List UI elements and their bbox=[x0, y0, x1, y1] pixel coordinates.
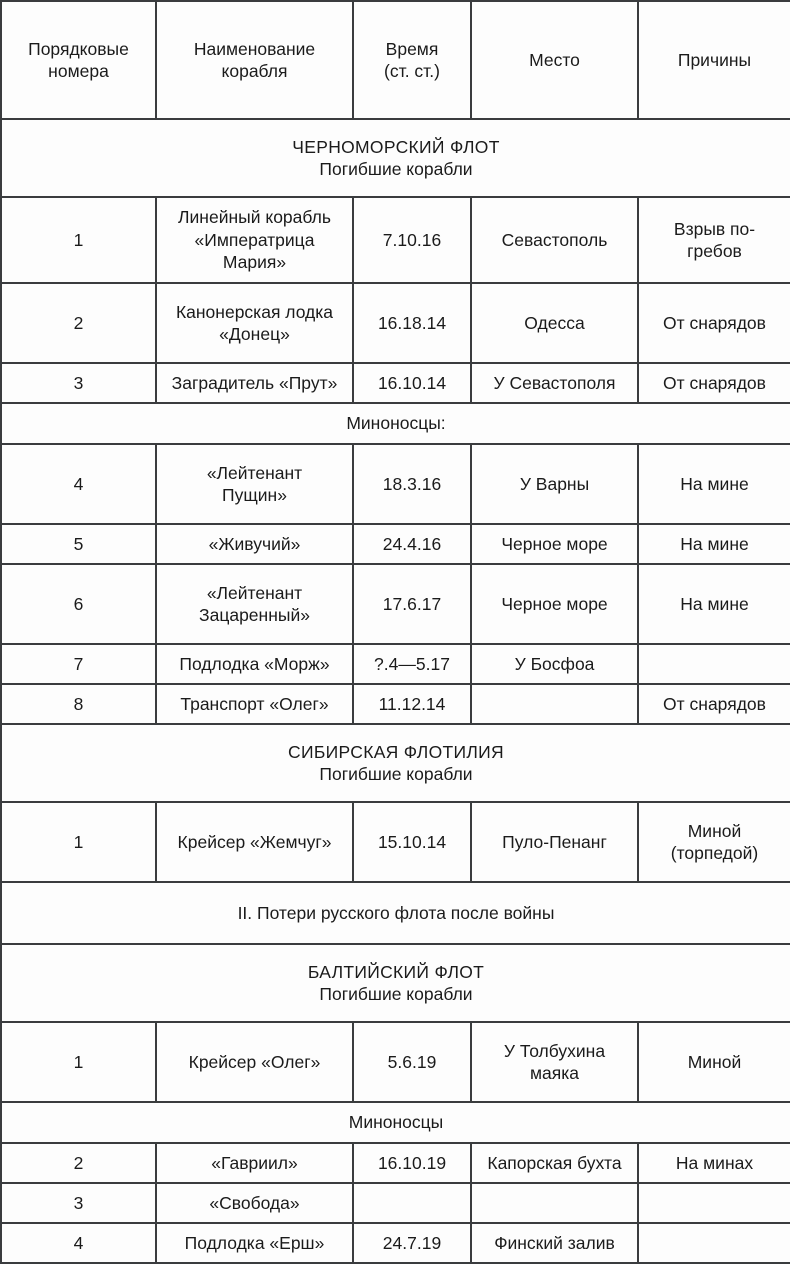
cell-cause bbox=[638, 1223, 790, 1263]
cell-ordinal: 7 bbox=[1, 644, 156, 684]
cell-ship-line2: Пущин» bbox=[222, 485, 287, 505]
cell-ship-line2: «Императрица bbox=[194, 229, 315, 250]
cell-ship-line3: Мария» bbox=[222, 252, 287, 273]
cell-time: 17.6.17 bbox=[353, 564, 471, 644]
cell-ship: Подлодка «Морж» bbox=[156, 644, 353, 684]
cell-ship-line1: Канонерская лодка bbox=[175, 301, 334, 322]
column-header-ordinal-line2: номера bbox=[48, 61, 109, 81]
cell-time: 5.6.19 bbox=[353, 1022, 471, 1102]
section-title-black-sea-fleet: ЧЕРНОМОРСКИЙ ФЛОТ bbox=[292, 136, 500, 157]
section-subtitle-siberian-flotilla: Погибшие корабли bbox=[319, 764, 473, 784]
column-header-cause: Причины bbox=[638, 1, 790, 119]
section-header-siberian-flotilla bbox=[1, 724, 790, 802]
cell-ordinal: 3 bbox=[1, 1183, 156, 1223]
cell-cause-line1: Взрыв по- bbox=[673, 218, 756, 239]
cell-ship: Заградитель «Прут» bbox=[156, 363, 353, 403]
cell-cause bbox=[638, 1183, 790, 1223]
cell-time bbox=[353, 1183, 471, 1223]
cell-place-line1: У Толбухина bbox=[503, 1040, 606, 1061]
table-row bbox=[1, 564, 790, 644]
cell-time: 15.10.14 bbox=[353, 802, 471, 882]
cell-ship-line2: Зацаренный» bbox=[199, 605, 310, 625]
cell-cause: От снарядов bbox=[638, 684, 790, 724]
cell-place: Черное море bbox=[471, 524, 638, 564]
section-row-siberian-flotilla bbox=[1, 724, 790, 802]
cell-ship-line1: Линейный корабль bbox=[178, 207, 331, 228]
column-header-ship-line2: корабля bbox=[221, 61, 288, 81]
cell-place bbox=[471, 1022, 638, 1102]
column-header-ship bbox=[156, 1, 353, 119]
cell-ordinal: 6 bbox=[1, 564, 156, 644]
cell-cause: Миной bbox=[638, 1022, 790, 1102]
table-row bbox=[1, 444, 790, 524]
table-header-row bbox=[1, 1, 790, 119]
cell-place: У Севастополя bbox=[471, 363, 638, 403]
cell-ship bbox=[156, 283, 353, 363]
cell-ship-line1: «Лейтенант bbox=[206, 582, 303, 603]
cell-place: Пуло-Пенанг bbox=[471, 802, 638, 882]
cell-ordinal: 5 bbox=[1, 524, 156, 564]
cell-cause: На мине bbox=[638, 444, 790, 524]
cell-ship: Подлодка «Ерш» bbox=[156, 1223, 353, 1263]
cell-ordinal: 8 bbox=[1, 684, 156, 724]
table-row bbox=[1, 363, 790, 403]
table-row bbox=[1, 1223, 790, 1263]
table-row bbox=[1, 1183, 790, 1223]
table-row bbox=[1, 1143, 790, 1183]
section-row-baltic-fleet bbox=[1, 944, 790, 1022]
cell-ordinal: 2 bbox=[1, 1143, 156, 1183]
section-subtitle-black-sea-fleet: Погибшие корабли bbox=[319, 159, 473, 179]
cell-ship-line1: «Лейтенант bbox=[206, 462, 303, 483]
cell-ship: «Гавриил» bbox=[156, 1143, 353, 1183]
cell-time: 24.4.16 bbox=[353, 524, 471, 564]
cell-time: 16.10.19 bbox=[353, 1143, 471, 1183]
table-row bbox=[1, 197, 790, 283]
section-row-part-two bbox=[1, 882, 790, 944]
cell-ordinal: 2 bbox=[1, 283, 156, 363]
cell-time: 11.12.14 bbox=[353, 684, 471, 724]
cell-time: 16.18.14 bbox=[353, 283, 471, 363]
cell-cause: На минах bbox=[638, 1143, 790, 1183]
cell-cause bbox=[638, 802, 790, 882]
cell-cause-line1: Миной bbox=[687, 820, 742, 841]
cell-ship-line2: «Донец» bbox=[219, 324, 290, 344]
table-row bbox=[1, 1022, 790, 1102]
cell-ship: «Живучий» bbox=[156, 524, 353, 564]
cell-place bbox=[471, 1183, 638, 1223]
cell-ordinal: 4 bbox=[1, 444, 156, 524]
cell-ordinal: 1 bbox=[1, 1022, 156, 1102]
cell-time: ?.4—5.17 bbox=[353, 644, 471, 684]
cell-ship: «Свобода» bbox=[156, 1183, 353, 1223]
cell-ordinal: 1 bbox=[1, 802, 156, 882]
column-header-place: Место bbox=[471, 1, 638, 119]
cell-ship: Транспорт «Олег» bbox=[156, 684, 353, 724]
cell-time: 7.10.16 bbox=[353, 197, 471, 283]
cell-cause: От снарядов bbox=[638, 363, 790, 403]
cell-ship: Крейсер «Жемчуг» bbox=[156, 802, 353, 882]
cell-cause bbox=[638, 197, 790, 283]
cell-place: Финский залив bbox=[471, 1223, 638, 1263]
column-header-time bbox=[353, 1, 471, 119]
section-title-destroyers-black-sea: Миноносцы: bbox=[346, 413, 446, 434]
cell-ship bbox=[156, 197, 353, 283]
cell-time: 18.3.16 bbox=[353, 444, 471, 524]
column-header-time-line1: Время bbox=[385, 38, 439, 59]
cell-cause: На мине bbox=[638, 524, 790, 564]
cell-cause: На мине bbox=[638, 564, 790, 644]
section-header-baltic-fleet bbox=[1, 944, 790, 1022]
table-row bbox=[1, 684, 790, 724]
cell-ordinal: 3 bbox=[1, 363, 156, 403]
cell-cause bbox=[638, 644, 790, 684]
cell-time: 24.7.19 bbox=[353, 1223, 471, 1263]
cell-cause: От снарядов bbox=[638, 283, 790, 363]
cell-place bbox=[471, 684, 638, 724]
cell-time: 16.10.14 bbox=[353, 363, 471, 403]
section-title-destroyers-baltic: Миноносцы bbox=[348, 1112, 444, 1133]
column-header-ship-line1: Наименование bbox=[193, 38, 316, 59]
cell-ordinal: 1 bbox=[1, 197, 156, 283]
cell-place-line2: маяка bbox=[529, 1063, 579, 1083]
table-row bbox=[1, 802, 790, 882]
section-row-destroyers-baltic bbox=[1, 1102, 790, 1143]
cell-cause-line2: (торпедой) bbox=[670, 843, 759, 863]
cell-ordinal: 4 bbox=[1, 1223, 156, 1263]
section-title-siberian-flotilla: СИБИРСКАЯ ФЛОТИЛИЯ bbox=[288, 741, 504, 762]
table-row bbox=[1, 524, 790, 564]
cell-place: Черное море bbox=[471, 564, 638, 644]
section-row-destroyers-black-sea bbox=[1, 403, 790, 444]
column-header-ordinal-line1: Порядковые bbox=[28, 38, 129, 59]
section-header-destroyers-baltic bbox=[1, 1102, 790, 1143]
section-header-destroyers-black-sea bbox=[1, 403, 790, 444]
part-two-title: II. Потери русского флота после войны bbox=[1, 882, 790, 944]
cell-ship: Крейсер «Олег» bbox=[156, 1022, 353, 1102]
section-title-baltic-fleet: БАЛТИЙСКИЙ ФЛОТ bbox=[307, 961, 485, 982]
section-subtitle-baltic-fleet: Погибшие корабли bbox=[319, 984, 473, 1004]
section-header-black-sea-fleet bbox=[1, 119, 790, 197]
column-header-time-line2: (ст. ст.) bbox=[384, 61, 440, 81]
table-row bbox=[1, 283, 790, 363]
cell-ship bbox=[156, 444, 353, 524]
cell-ship bbox=[156, 564, 353, 644]
cell-place: Севастополь bbox=[471, 197, 638, 283]
cell-place: Одесса bbox=[471, 283, 638, 363]
cell-place: У Босфоа bbox=[471, 644, 638, 684]
column-header-ordinal bbox=[1, 1, 156, 119]
cell-place: Капорская бухта bbox=[471, 1143, 638, 1183]
table-row bbox=[1, 644, 790, 684]
section-row-black-sea-fleet bbox=[1, 119, 790, 197]
cell-place: У Варны bbox=[471, 444, 638, 524]
cell-cause-line2: гребов bbox=[687, 241, 742, 261]
